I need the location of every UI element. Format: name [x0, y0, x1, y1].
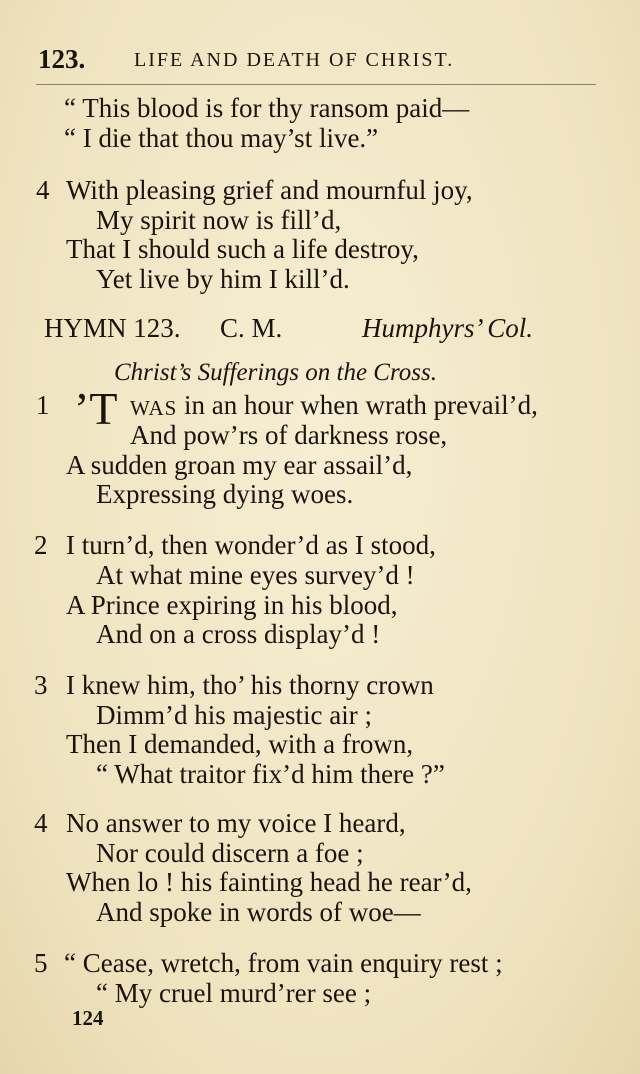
verse-number: 5 [34, 948, 48, 978]
header-rule [36, 84, 596, 85]
verse-line: A Prince expiring in his blood, [66, 590, 398, 620]
hymn-meter: C. M. [220, 313, 283, 343]
verse-line: With pleasing grief and mournful joy, [66, 175, 473, 205]
verse-number: 2 [34, 530, 48, 560]
verse-line: And on a cross display’d ! [96, 619, 381, 649]
verse-line: “ Cease, wretch, from vain enquiry rest ; [64, 948, 503, 978]
hymn-heading [44, 313, 604, 347]
verse-number: 1 [36, 390, 50, 420]
verse-line: in an hour when wrath prevail’d, [184, 390, 538, 420]
verse-number: 4 [36, 175, 50, 205]
hymn-subtitle: Christ’s Sufferings on the Cross. [114, 359, 437, 386]
verse-line: At what mine eyes survey’d ! [96, 560, 415, 590]
verse-line: My spirit now is fill’d, [96, 205, 342, 235]
verse-line: Then I demanded, with a frown, [66, 729, 414, 759]
page-number: 123. [38, 44, 86, 74]
drop-cap: ’T [74, 383, 118, 434]
verse-line: That I should such a life destroy, [66, 234, 419, 264]
verse-line: When lo ! his fainting head he rear’d, [66, 867, 472, 897]
verse-line: I knew him, tho’ his thorny crown [66, 670, 434, 700]
page-header [38, 44, 598, 78]
verse-line: A sudden groan my ear assail’d, [66, 450, 413, 480]
verse-line: And pow’rs of darkness rose, [130, 420, 448, 450]
running-title: LIFE AND DEATH OF CHRIST. [134, 49, 455, 71]
continuation-line: “ This blood is for thy ransom paid— [64, 93, 470, 123]
verse-line: Nor could discern a foe ; [96, 838, 364, 868]
verse-line: “ My cruel murd’rer see ; [96, 978, 372, 1008]
verse-line: And spoke in words of woe— [96, 897, 421, 927]
verse-line: Dimm’d his majestic air ; [96, 700, 372, 730]
signature-mark: 124 [72, 1006, 104, 1030]
hymn-title: HYMN 123. [44, 313, 181, 343]
verse-number: 4 [34, 808, 48, 838]
continuation-line: “ I die that thou may’st live.” [64, 123, 379, 153]
verse-line: No answer to my voice I heard, [66, 808, 406, 838]
verse-number: 3 [34, 670, 48, 700]
verse-line: Yet live by him I kill’d. [96, 264, 350, 294]
verse-line: I turn’d, then wonder’d as I stood, [66, 530, 436, 560]
hymn-composer: Humphyrs’ Col. [362, 313, 534, 343]
verse-line: “ What traitor fix’d him there ?” [96, 759, 445, 789]
verse-line: Expressing dying woes. [96, 479, 354, 509]
first-word-smallcaps: WAS [130, 396, 178, 420]
